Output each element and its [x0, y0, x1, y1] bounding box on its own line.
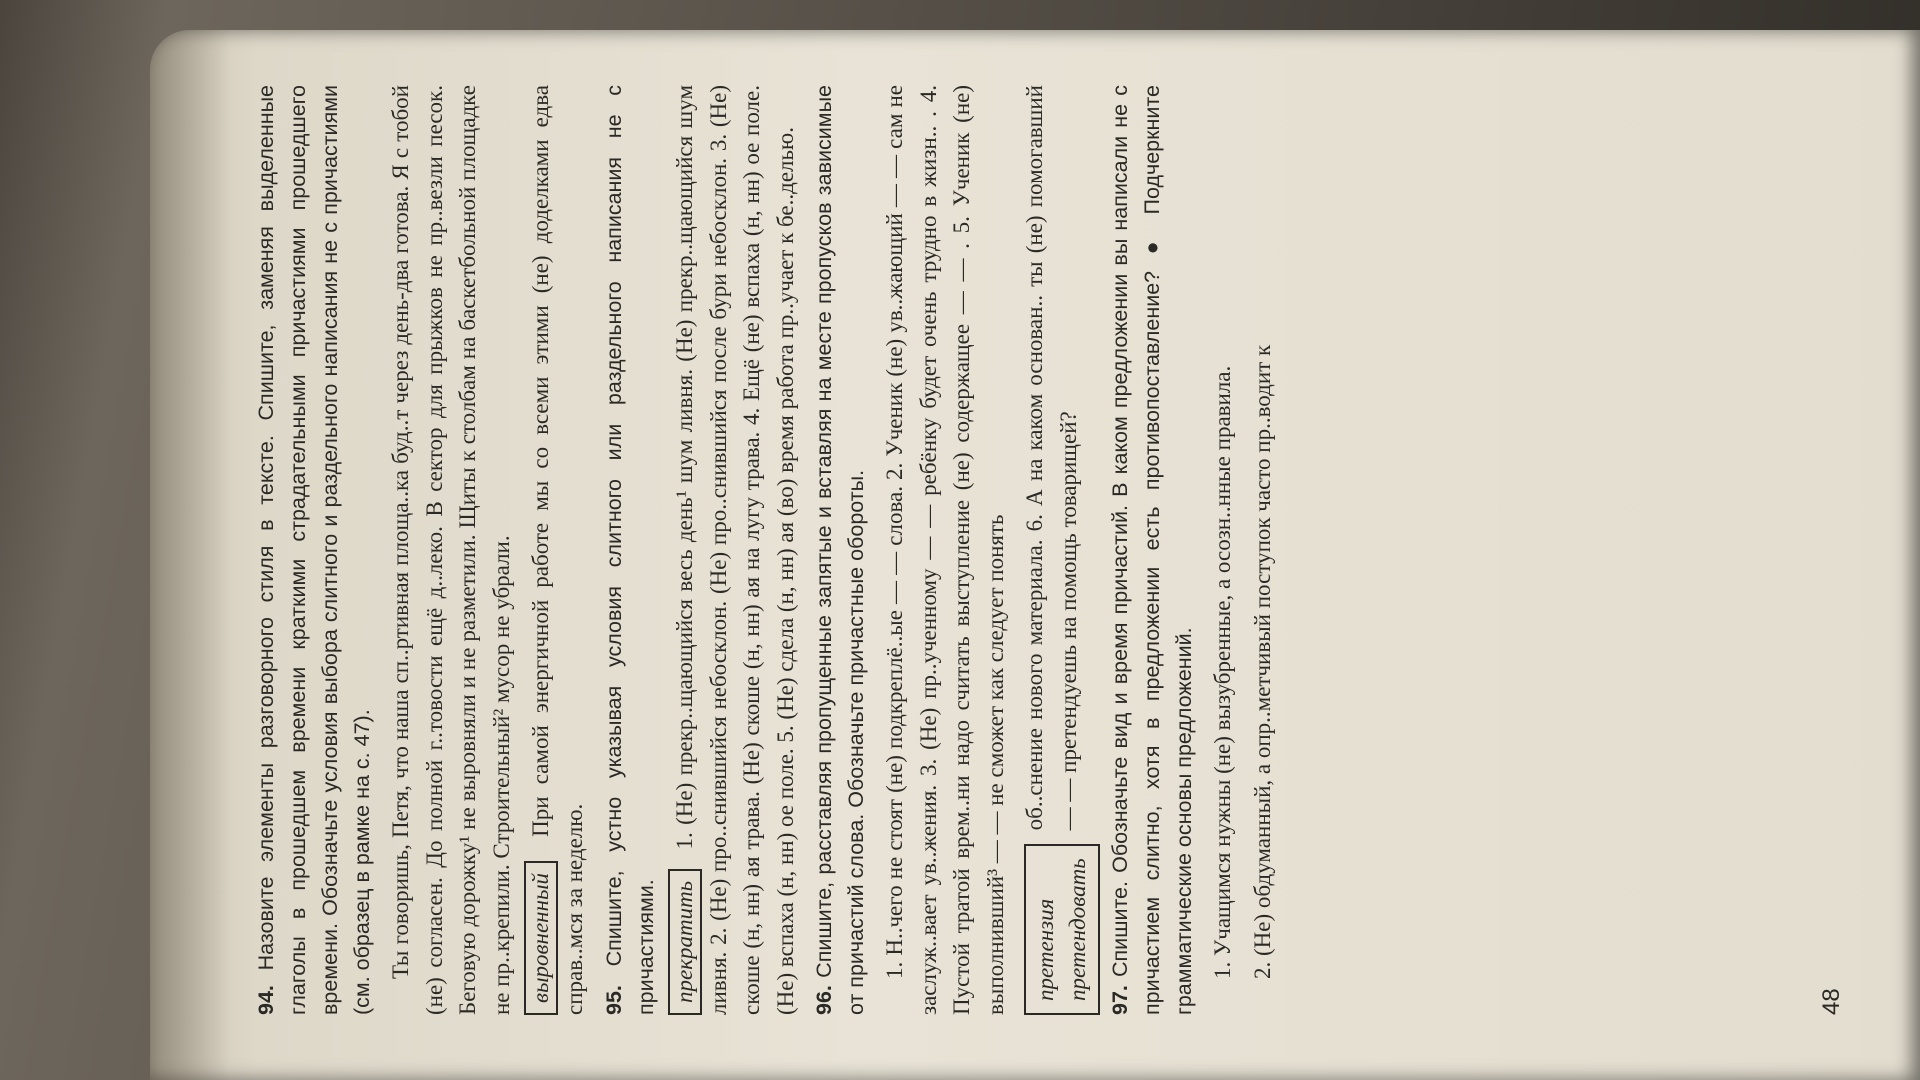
exercise-95-instructions: Спишите, устно указывая условия слитного или раздельного написания не с причастиями. [601, 85, 658, 1015]
exercise-96-box-word-2: претендовать [1065, 858, 1090, 1001]
exercise-96-text-block [1018, 85, 1104, 1015]
exercise-97-instructions: Спишите. Обозначьте вид и время причастий. В каком предложении вы написали не с причастием слитно, хотя в предложении есть противопоставление? ● Подчеркните грамматические основы предложений. [1108, 85, 1196, 1015]
page-number: 48 [1817, 988, 1845, 1015]
exercise-94-text: Ты говоришь, Петя, что наша сп..ртивная площа..ка буд..т через день-два готова. Я с тобой (не) согласен. До полной г..товости ещё д..леко. В сектор для прыжков не пр..везли песок. Беговую дорожку¹ не выровняли и не разметили. Щиты к столбам на баскетбольной площадке не пр..крепили. Строительный² мусор не убрали. [388, 85, 514, 1015]
exercise-97-line-1: 1. Учащимся нужны (не) вызубренные, а осозн..нные правила. [1210, 365, 1235, 979]
exercise-97-line-2: 2. (Не) обдуманный, а опр..метчивый поступок часто пр..водит к [1249, 344, 1275, 979]
exercise-97-task [1104, 85, 1200, 1015]
exercise-96-instructions: Спишите, расставляя пропущенные запятые и вставляя на месте пропусков зависимые от причастий слова. Обозначьте причастные обороты. [812, 85, 868, 1015]
exercise-95-text: 1. (Не) прекр..щающийся весь день¹ шум ливня. (Не) прекр..щающийся шум ливня. 2. (Не) про..снившийся небосклон. (Не) про..снившийся после бури небосклон. 3. (Не) скоше (н, нн) ая трава. (Не) скоше (н, нн) ая на лугу трава. 4. Ещё (не) вспаха (н, нн) ое поле. (Не) вспаха (н, нн) ое поле. 5. (Не) сдела (н, нн) ая (во) время работа пр..учает к бе..делью. [671, 84, 798, 1015]
exercise-94-task [250, 85, 378, 1015]
exercise-95-box: прекратить [668, 869, 702, 1015]
exercise-96-box-word-1: претензия [1033, 898, 1058, 1001]
exercise-94-text-2: При самой энергичной работе мы со всеми этими (не) доделками едва справ..мся за неделю. [528, 84, 587, 1015]
exercise-95-number: 95. [601, 985, 626, 1015]
exercise-94-instructions: Назовите элементы разговорного стиля в тексте. Спишите, заменяя выделенные глаголы в прошедшем времени краткими страдательными причастиями прошедшего времени. Обозначьте условия выбора слитного и раздельного написания не с причастиями (см. образец в рамке на с. 47). [254, 85, 374, 1015]
exercise-97-list [1206, 85, 1279, 1015]
exercise-96-number: 96. [812, 985, 836, 1015]
exercise-94-text-end [524, 85, 592, 1015]
exercise-95-text-block [668, 85, 803, 1015]
textbook-page-rotated [210, 55, 1850, 1055]
exercise-96-task [808, 85, 872, 1015]
exercise-96-box [1024, 844, 1100, 1015]
exercise-95-task [598, 85, 662, 1015]
exercise-94-box: выровненный [524, 861, 558, 1015]
exercise-97-number: 97. [1108, 985, 1132, 1015]
exercise-94-number: 94. [254, 985, 278, 1015]
book-page [150, 30, 1920, 1080]
exercise-96-text-1: 1. Н..чего не стоят (не) подкреплё..ые — — слова. 2. Ученик (не) ув..жающий — — сам не заслуж..вает ув..жения. 3. (Не) пр..ученному — — ребёнку будет очень трудно в жизн.. . 4. Пустой тратой врем..ни надо считать выступление (не) содержащее — — . 5. Ученик (не) выполнивший³ — — не сможет как следует понять [882, 85, 1008, 1015]
exercise-96-text-2: об..снение нового материала. 6. А на каком основан.. ты (не) помогавший — — претендуешь на помощь товарищей? [1022, 85, 1081, 831]
